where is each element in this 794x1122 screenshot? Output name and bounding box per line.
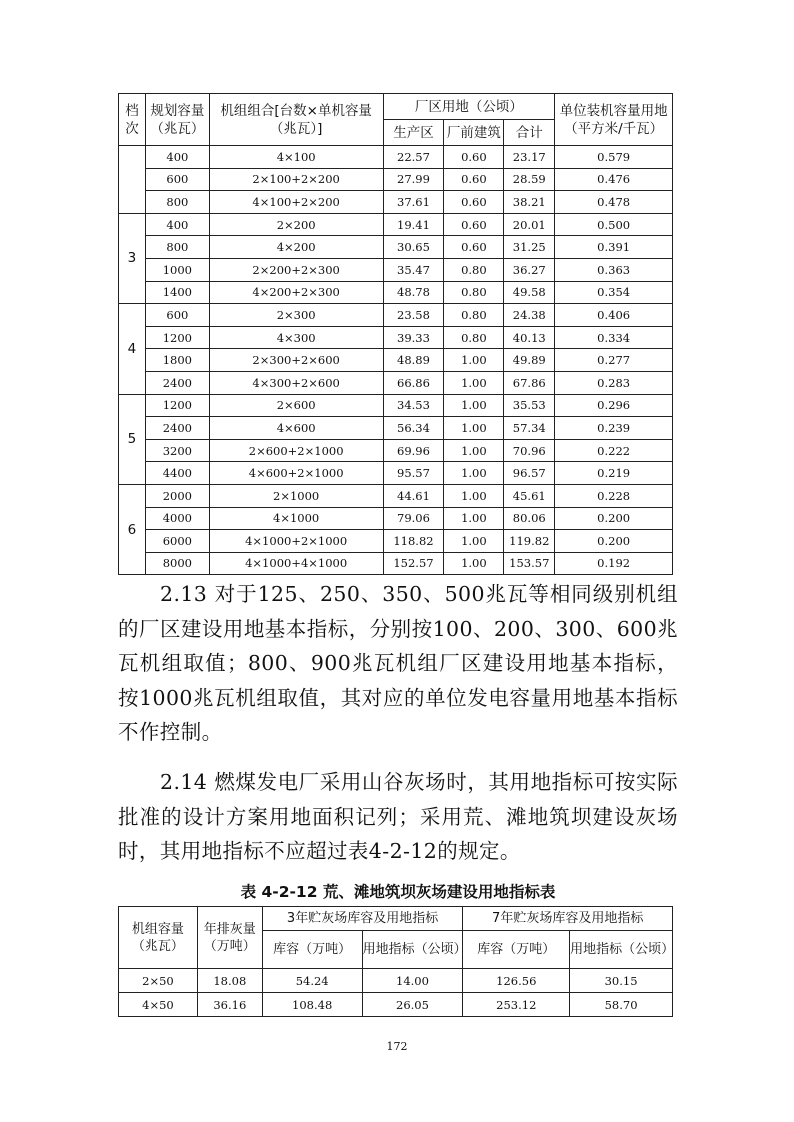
- table-cell: 45.61: [504, 484, 555, 507]
- table-cell: 0.80: [444, 326, 504, 349]
- table-cell: 400: [145, 213, 209, 236]
- table-row: [119, 371, 673, 394]
- table-cell: 1200: [145, 326, 209, 349]
- header-unit-land: 单位装机容量用地（平方米/千瓦）: [555, 94, 673, 146]
- table-cell: 4×50: [119, 993, 198, 1017]
- table-cell: 4400: [145, 462, 209, 485]
- table-cell: 2×200+2×300: [209, 258, 383, 281]
- table-row: [119, 969, 673, 993]
- table-cell: 4×600: [209, 417, 383, 440]
- table-cell: 22.57: [383, 146, 444, 169]
- table-caption: 表 4-2-12 荒、滩地筑坝灰场建设用地指标表: [240, 883, 556, 901]
- table-cell: 66.86: [383, 371, 444, 394]
- header-land-index: 用地指标（公顷）: [362, 931, 463, 969]
- table-cell: 1.00: [444, 530, 504, 553]
- paragraph-text: 2.13 对于125、250、350、500兆瓦等相同级别机组的厂区建设用地基本指标，分别按100、200、300、600兆瓦机组取值；800、900兆瓦机组厂区建设用地基本指标，按1000兆瓦机组取值，其对应的单位发电容量用地基本指标不作控制。: [118, 582, 678, 745]
- header-storage: 库容（万吨）: [262, 931, 362, 969]
- table-cell: 4000: [145, 507, 209, 530]
- table-cell: 54.24: [262, 969, 362, 993]
- paragraph-2-13: [118, 577, 678, 750]
- table-cell: 2×100+2×200: [209, 168, 383, 191]
- table-cell: 6000: [145, 530, 209, 553]
- table-cell: 18.08: [197, 969, 262, 993]
- table-cell: 4×200: [209, 236, 383, 259]
- table-cell: 95.57: [383, 462, 444, 485]
- table-cell: 30.15: [570, 969, 673, 993]
- table-cell: 600: [145, 168, 209, 191]
- table-cell: 20.01: [504, 213, 555, 236]
- table-cell: 4×300+2×600: [209, 371, 383, 394]
- table-cell: 0.60: [444, 146, 504, 169]
- table-cell: 1.00: [444, 394, 504, 417]
- table-cell: 0.60: [444, 213, 504, 236]
- table-cell: 1.00: [444, 552, 504, 575]
- table-cell: 24.38: [504, 304, 555, 327]
- table-cell: 0.192: [555, 552, 673, 575]
- table-cell: 38.21: [504, 191, 555, 214]
- table-cell: 1.00: [444, 439, 504, 462]
- tier-cell: 4: [119, 304, 146, 394]
- tier-cell: 5: [119, 394, 146, 484]
- table-row: [119, 507, 673, 530]
- table-cell: 2×300+2×600: [209, 349, 383, 372]
- table-cell: 1200: [145, 394, 209, 417]
- table-cell: 0.60: [444, 236, 504, 259]
- tier-cell: 3: [119, 213, 146, 303]
- table-cell: 2×600+2×1000: [209, 439, 383, 462]
- table-row: [119, 236, 673, 259]
- table-cell: 0.354: [555, 281, 673, 304]
- table-cell: 0.478: [555, 191, 673, 214]
- table-row: [119, 552, 673, 575]
- page-number: 172: [386, 1040, 408, 1053]
- table-row: [119, 146, 673, 169]
- table-cell: 2×300: [209, 304, 383, 327]
- table-cell: 1.00: [444, 371, 504, 394]
- header-3-year: 3年贮灰场库容及用地指标: [262, 907, 463, 931]
- table-cell: 0.334: [555, 326, 673, 349]
- table-cell: 26.05: [362, 993, 463, 1017]
- tier-cell: 6: [119, 484, 146, 574]
- table-cell: 126.56: [463, 969, 570, 993]
- header-capacity: 规划容量（兆瓦）: [145, 94, 209, 146]
- table-cell: 36.16: [197, 993, 262, 1017]
- table-cell: 0.60: [444, 191, 504, 214]
- land-index-table-body: [119, 146, 673, 575]
- table-cell: 1.00: [444, 462, 504, 485]
- table-cell: 152.57: [383, 552, 444, 575]
- table-cell: 56.34: [383, 417, 444, 440]
- table-row: [119, 993, 673, 1017]
- header-land: 厂区用地（公顷）: [383, 94, 555, 120]
- ash-yard-table: [118, 906, 673, 1017]
- table-cell: 153.57: [504, 552, 555, 575]
- table-cell: 49.58: [504, 281, 555, 304]
- table-cell: 44.61: [383, 484, 444, 507]
- table-cell: 0.476: [555, 168, 673, 191]
- table-cell: 36.27: [504, 258, 555, 281]
- table-cell: 1.00: [444, 484, 504, 507]
- header-land-index: 用地指标（公顷）: [570, 931, 673, 969]
- table-cell: 40.13: [504, 326, 555, 349]
- table-row: [119, 191, 673, 214]
- table-cell: 4×200+2×300: [209, 281, 383, 304]
- table-cell: 0.60: [444, 168, 504, 191]
- table-cell: 2×50: [119, 969, 198, 993]
- header-front: 厂前建筑: [444, 120, 504, 146]
- table-cell: 2×200: [209, 213, 383, 236]
- header-7-year: 7年贮灰场库容及用地指标: [463, 907, 673, 931]
- table-cell: 0.219: [555, 462, 673, 485]
- header-unit-capacity: 机组容量（兆瓦）: [119, 907, 198, 969]
- table-cell: 39.33: [383, 326, 444, 349]
- table-row: [119, 417, 673, 440]
- table-cell: 0.406: [555, 304, 673, 327]
- table-cell: 1800: [145, 349, 209, 372]
- header-combination: 机组组合[台数×单机容量（兆瓦）]: [209, 94, 383, 146]
- paragraph-2-14: [118, 765, 678, 869]
- table-cell: 28.59: [504, 168, 555, 191]
- table-cell: 0.80: [444, 258, 504, 281]
- table-cell: 30.65: [383, 236, 444, 259]
- table-cell: 2000: [145, 484, 209, 507]
- table-row: [119, 304, 673, 327]
- table-cell: 0.296: [555, 394, 673, 417]
- table-cell: 0.200: [555, 507, 673, 530]
- header-storage: 库容（万吨）: [463, 931, 570, 969]
- table-cell: 4×1000+4×1000: [209, 552, 383, 575]
- table-row: [119, 394, 673, 417]
- table-cell: 4×1000+2×1000: [209, 530, 383, 553]
- table-cell: 0.500: [555, 213, 673, 236]
- table-cell: 0.283: [555, 371, 673, 394]
- table-cell: 70.96: [504, 439, 555, 462]
- table-cell: 4×100: [209, 146, 383, 169]
- table-cell: 35.53: [504, 394, 555, 417]
- table-cell: 2400: [145, 371, 209, 394]
- table-cell: 69.96: [383, 439, 444, 462]
- table-cell: 23.17: [504, 146, 555, 169]
- table-cell: 35.47: [383, 258, 444, 281]
- table-cell: 49.89: [504, 349, 555, 372]
- table-cell: 0.239: [555, 417, 673, 440]
- paragraph-text: 2.14 燃煤发电厂采用山谷灰场时，其用地指标可按实际批准的设计方案用地面积记列；采用荒、滩地筑坝建设灰场时，其用地指标不应超过表4-2-12的规定。: [118, 770, 678, 864]
- table-cell: 67.86: [504, 371, 555, 394]
- table-cell: 34.53: [383, 394, 444, 417]
- header-total: 合计: [504, 120, 555, 146]
- header-tier: 档次: [119, 94, 146, 146]
- table-cell: 0.391: [555, 236, 673, 259]
- table-cell: 1.00: [444, 417, 504, 440]
- table-cell: 79.06: [383, 507, 444, 530]
- table-cell: 600: [145, 304, 209, 327]
- table-cell: 0.80: [444, 304, 504, 327]
- table-row: [119, 462, 673, 485]
- table-row: [119, 439, 673, 462]
- table-cell: 0.222: [555, 439, 673, 462]
- table-row: [119, 258, 673, 281]
- table-row: [119, 213, 673, 236]
- table-cell: 2×600: [209, 394, 383, 417]
- table-cell: 2×1000: [209, 484, 383, 507]
- table-cell: 48.89: [383, 349, 444, 372]
- tier-cell: [119, 146, 146, 214]
- table-cell: 0.200: [555, 530, 673, 553]
- table-cell: 1.00: [444, 349, 504, 372]
- table-cell: 80.06: [504, 507, 555, 530]
- table-row: [119, 484, 673, 507]
- table-cell: 4×1000: [209, 507, 383, 530]
- header-annual-ash: 年排灰量（万吨）: [197, 907, 262, 969]
- table-cell: 31.25: [504, 236, 555, 259]
- table-cell: 4×600+2×1000: [209, 462, 383, 485]
- table-cell: 108.48: [262, 993, 362, 1017]
- table-cell: 253.12: [463, 993, 570, 1017]
- table-cell: 23.58: [383, 304, 444, 327]
- table-cell: 0.579: [555, 146, 673, 169]
- table-row: [119, 349, 673, 372]
- table-cell: 800: [145, 236, 209, 259]
- table-cell: 4×100+2×200: [209, 191, 383, 214]
- table-cell: 48.78: [383, 281, 444, 304]
- table-row: [119, 281, 673, 304]
- table-cell: 800: [145, 191, 209, 214]
- table-cell: 2400: [145, 417, 209, 440]
- table-cell: 14.00: [362, 969, 463, 993]
- table-row: [119, 326, 673, 349]
- table-cell: 1000: [145, 258, 209, 281]
- table-cell: 27.99: [383, 168, 444, 191]
- table-cell: 37.61: [383, 191, 444, 214]
- table-cell: 58.70: [570, 993, 673, 1017]
- header-production: 生产区: [383, 120, 444, 146]
- table-cell: 0.363: [555, 258, 673, 281]
- table-cell: 19.41: [383, 213, 444, 236]
- table-cell: 118.82: [383, 530, 444, 553]
- table-cell: 57.34: [504, 417, 555, 440]
- table-cell: 0.228: [555, 484, 673, 507]
- table-cell: 4×300: [209, 326, 383, 349]
- ash-yard-table-body: [119, 969, 673, 1017]
- table-row: [119, 168, 673, 191]
- table-cell: 1400: [145, 281, 209, 304]
- table-cell: 96.57: [504, 462, 555, 485]
- table-cell: 119.82: [504, 530, 555, 553]
- table-cell: 0.80: [444, 281, 504, 304]
- table-cell: 8000: [145, 552, 209, 575]
- table-cell: 400: [145, 146, 209, 169]
- table-row: [119, 530, 673, 553]
- table-cell: 3200: [145, 439, 209, 462]
- land-index-table: [118, 93, 673, 575]
- table-cell: 0.277: [555, 349, 673, 372]
- table-cell: 1.00: [444, 507, 504, 530]
